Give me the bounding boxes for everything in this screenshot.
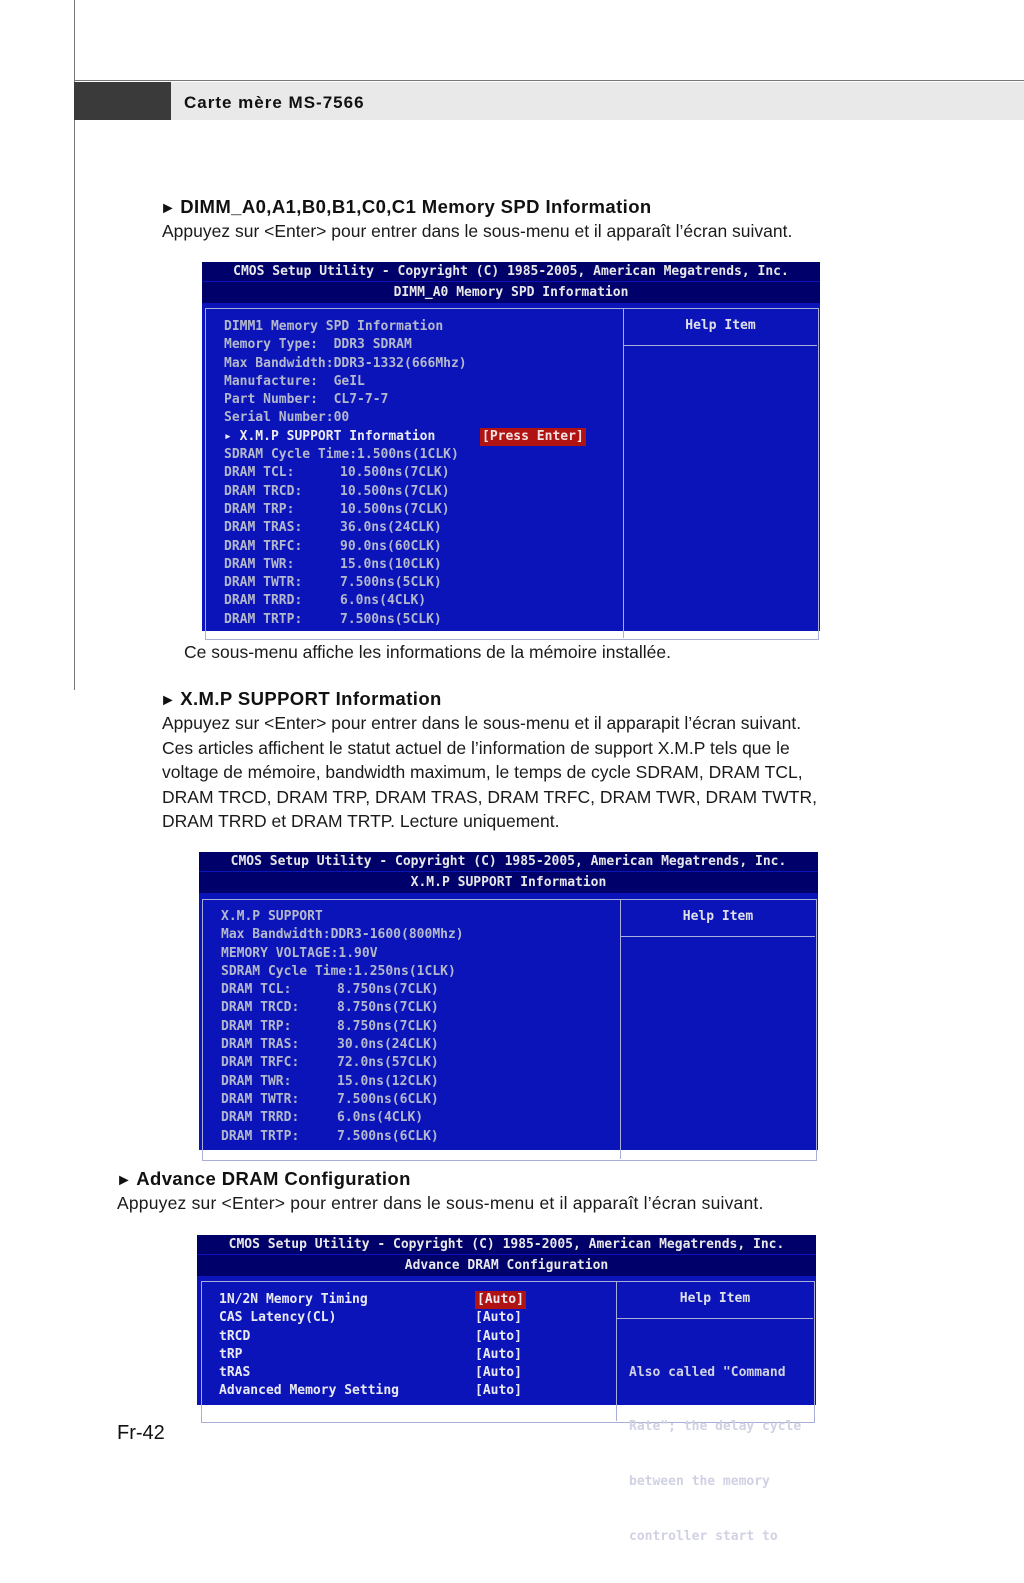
bios-setting-label: tRAS [219,1365,251,1381]
bios-setting-row [224,483,614,501]
bios-rows [224,318,614,629]
bios-setting-row [221,1054,611,1072]
bios-setting-row [224,355,614,373]
bios-copyright-bar: CMOS Setup Utility - Copyright (C) 1985-2005, American Megatrends, Inc. [197,1235,816,1254]
bios-setting-row [224,391,614,409]
bios-setting-label: Part Number: CL7-7-7 [224,392,389,408]
bios-setting-label: DRAM TRP: [221,1018,292,1034]
bios-copyright-bar: CMOS Setup Utility - Copyright (C) 1985-2005, American Megatrends, Inc. [199,852,818,871]
bios-setting-label: Manufacture: GeIL [224,373,365,389]
bios-setting-value: [Auto] [475,1383,522,1399]
bios-setting-row[interactable] [219,1364,599,1382]
bios-setting-label: DRAM TRFC: [224,538,303,554]
bios-setting-value: 72.0ns(57CLK) [337,1055,439,1071]
bios-setting-label: DRAM TRTP: [224,611,303,627]
bios-setting-label: SDRAM Cycle Time:1.250ns(1CLK) [221,963,456,979]
bios-setting-label: DRAM TWR: [224,556,295,572]
bios-setting-label: DRAM TRCD: [224,483,303,499]
help-item-label: Help Item [682,909,754,924]
bios-setting-value: [Auto] [475,1328,522,1344]
bios-setting-row [221,1018,611,1036]
help-divider [624,345,817,346]
bios-setting-label: Serial Number:00 [224,410,350,426]
bios-setting-value: 6.0ns(4CLK) [340,593,427,609]
arrow-right-icon: ► [116,1172,133,1189]
bios-setting-row [221,999,611,1017]
help-divider [621,936,815,937]
section-advance-dram-body: Appuyez sur <Enter> pour entrer dans le sous-menu et il apparaît l’écran suivant. [117,1193,764,1213]
bios-screen-title: Advance DRAM Configuration [197,1254,816,1276]
bios-setting-row [224,446,614,464]
page-header-title: Carte mère MS-7566 [184,93,365,112]
bios-setting-value: 10.500ns(7CLK) [340,501,450,517]
page-number: Fr-42 [117,1422,165,1444]
bios-setting-label: DRAM TWTR: [221,1091,300,1107]
bios-setting-label: DRAM TRRD: [224,593,303,609]
bios-setting-value: 7.500ns(5CLK) [340,611,442,627]
bios-setting-label: DRAM TRP: [224,501,295,517]
bios-setting-label: tRP [219,1346,243,1362]
bios-setting-value: 36.0ns(24CLK) [340,520,442,536]
bios-setting-row [224,501,614,519]
bios-setting-label: Advanced Memory Setting [219,1383,400,1399]
bios-setting-row [221,926,611,944]
bios-setting-label: DRAM TRTP: [221,1128,300,1144]
bios-setting-row [221,1073,611,1091]
bios-divider [623,308,624,638]
bios-setting-value: [Auto] [475,1291,526,1309]
bios-setting-row [224,556,614,574]
bios-setting-value: 15.0ns(10CLK) [340,556,442,572]
bios-setting-value: 6.0ns(4CLK) [337,1110,424,1126]
section-dimm-spd-body: Appuyez sur <Enter> pour entrer dans le sous-menu et il apparaît l’écran suivant. [162,221,793,241]
bios-setting-value: 7.500ns(6CLK) [337,1091,439,1107]
bios-setting-label: tRCD [219,1328,251,1344]
bios-setting-label: DRAM TRAS: [221,1037,300,1053]
bios-setting-row [224,538,614,556]
bios-setting-value: 8.750ns(7CLK) [337,982,439,998]
bios-setting-row [224,611,614,629]
header-block [74,82,171,120]
bios-rows [219,1291,599,1401]
section-advance-dram-title: ► Advance DRAM Configuration [116,1168,411,1189]
bios-setting-label: DIMM1 Memory SPD Information [224,319,444,334]
help-item-label: Help Item [685,318,756,333]
bios-setting-label: Memory Type: DDR3 SDRAM [224,337,412,353]
help-item-label: Help Item [679,1291,751,1306]
bios-setting-value: [Auto] [475,1310,522,1326]
bios-setting-label: ▸ X.M.P SUPPORT Information [224,428,436,444]
bios-setting-label: Max Bandwidth:DDR3-1600(800Mhz) [221,927,464,943]
bios-screen-xmp [199,852,818,1150]
bios-setting-label: DRAM TWTR: [224,575,303,591]
bios-screen-advance-dram [197,1235,816,1545]
bios-setting-row [221,1036,611,1054]
bios-setting-label: DRAM TRCD: [221,1000,300,1016]
bios-setting-label: MEMORY VOLTAGE:1.90V [221,945,378,961]
bios-setting-row [221,1109,611,1127]
section-xmp-title: ► X.M.P SUPPORT Information [160,688,442,709]
bios-setting-value: 8.750ns(7CLK) [337,1018,439,1034]
help-divider [617,1318,813,1319]
bios-setting-row[interactable] [219,1346,599,1364]
bios-setting-value: 30.0ns(24CLK) [337,1037,439,1053]
bios-setting-row [221,981,611,999]
bios-screen-spd [202,262,820,631]
bios-setting-row [221,945,611,963]
bios-copyright-bar: CMOS Setup Utility - Copyright (C) 1985-2005, American Megatrends, Inc. [202,262,820,281]
margin-rule-horizontal [74,80,1024,81]
bios-setting-value: 90.0ns(60CLK) [340,538,442,554]
bios-setting-row [224,519,614,537]
bios-setting-value: [Auto] [475,1346,522,1362]
bios-setting-label: DRAM TRFC: [221,1055,300,1071]
bios-setting-label: 1N/2N Memory Timing [219,1292,368,1307]
bios-divider [620,899,621,1159]
bios-setting-row [221,1128,611,1146]
bios-setting-row [224,318,614,336]
bios-setting-label: CAS Latency(CL) [219,1310,337,1326]
bios-setting-value: 10.500ns(7CLK) [340,483,450,499]
bios-setting-row [224,336,614,354]
section-xmp-body: Appuyez sur <Enter> pour entrer dans le sous-menu et il apparapit l’écran suivant. Ces articles affichent le statut actuel de l’information de support X.M.P tels que le voltage de mémoire, bandwidth maximum, le temps de cycle SDRAM, DRAM TCL, DRAM TRCD, DRAM TRP, DRAM TRAS, DRAM TRFC, DRAM TWR, DRAM TWTR, DRAM TRRD et DRAM TRTP. Lecture uniquement. [162,713,817,831]
bios-setting-label: DRAM TRAS: [224,520,303,536]
bios-setting-label: DRAM TCL: [224,465,295,481]
bios-setting-row[interactable] [219,1291,599,1309]
section-dimm-spd-caption: Ce sous-menu affiche les informations de la mémoire installée. [184,642,671,662]
bios-setting-label: X.M.P SUPPORT [221,909,323,924]
bios-setting-value: 10.500ns(7CLK) [340,465,450,481]
bios-setting-value: 8.750ns(7CLK) [337,1000,439,1016]
bios-setting-value: 7.500ns(5CLK) [340,575,442,591]
section-dimm-spd-title: ► DIMM_A0,A1,B0,B1,C0,C1 Memory SPD Information [160,196,652,217]
bios-setting-label: DRAM TWR: [221,1073,292,1089]
bios-setting-value: 15.0ns(12CLK) [337,1073,439,1089]
bios-setting-row[interactable] [219,1309,599,1327]
bios-setting-row [224,592,614,610]
help-text: Also called "Command Rate"; the delay cycle between the memory controller start to [629,1364,802,1545]
bios-screen-title: DIMM_A0 Memory SPD Information [202,281,820,303]
bios-setting-row[interactable] [224,428,614,446]
bios-setting-row [224,574,614,592]
bios-setting-value: 7.500ns(6CLK) [337,1128,439,1144]
bios-setting-label: Max Bandwidth:DDR3-1332(666Mhz) [224,355,467,371]
bios-setting-row[interactable] [219,1328,599,1346]
bios-setting-row [221,1091,611,1109]
arrow-right-icon: ► [160,200,177,217]
bios-setting-value: [Auto] [475,1365,522,1381]
bios-setting-label: DRAM TRRD: [221,1110,300,1126]
bios-screen-title: X.M.P SUPPORT Information [199,871,818,893]
bios-setting-row[interactable] [219,1382,599,1400]
arrow-right-icon: ► [160,692,177,709]
bios-setting-row [221,908,611,926]
bios-setting-row [224,464,614,482]
press-enter-badge[interactable]: [Press Enter] [480,428,586,446]
bios-setting-label: SDRAM Cycle Time:1.500ns(1CLK) [224,447,459,463]
bios-setting-label: DRAM TCL: [221,982,292,998]
bios-setting-row [224,373,614,391]
bios-rows [221,908,611,1146]
bios-setting-row [224,409,614,427]
bios-setting-row [221,963,611,981]
